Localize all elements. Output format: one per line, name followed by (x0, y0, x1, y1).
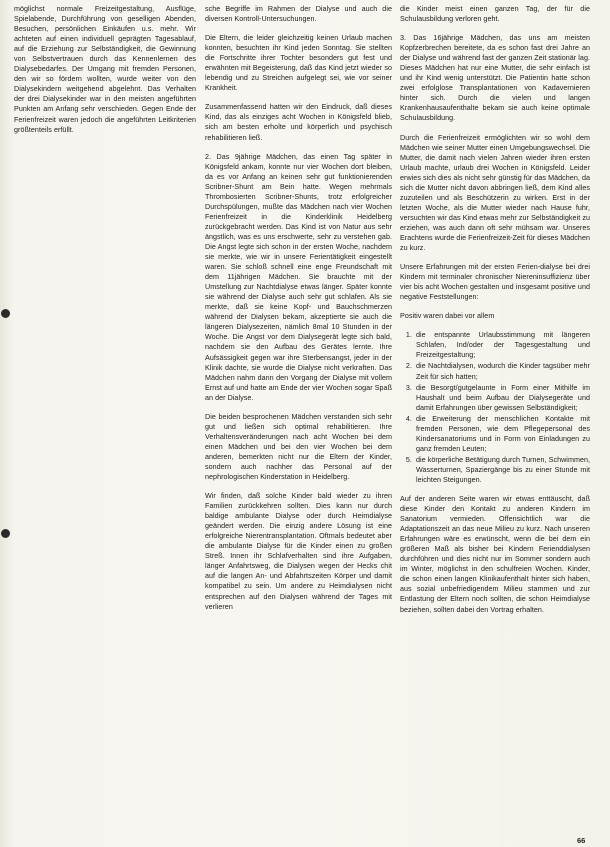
paragraph: Unsere Erfahrungen mit der ersten Ferien-dialyse bei drei Kindern mit terminaler chronischer Niereninsuffizienz über vier bis acht Wochen gestalten und insgesamt positive und negative Feststellungen: (400, 263, 590, 302)
paragraph: Wir finden, daß solche Kinder bald wieder zu ihren Familien zurückkehren sollten. Dies kann nur durch baldige ambulante Dialyse oder durch Heimdialyse geändert werden. Die einzig andere Lösung ist eine erfolgreiche Nierentransplantation. Oftmals bedeutet aber die ambulante Dialyse für die Kinder einen zu großen Streß. Innen ihr Schlafverhalten sind ihre Aufgaben, länger Anfahrtsweg, die Dialysen wegen der Hecks chit auf die langen An- und Abfahrtszeiten Körper und damit kompatibel zu sein. Um andere zu Heimdialysen nicht entsprechen auf den Dialysen während der Tages mit verlieren (205, 492, 392, 611)
paragraph: 2. Das 9jährige Mädchen, das einen Tag später in Königsfeld ankam, konnte nur vier Wochen dort bleiben, da es vor Anfang an keinen sehr gut funktionierenden Scribner-Shunt am Bein hatte. Wegen mehrmals Thrombosierten Scribner-Shunts, trotz erfolgreicher Durchspülungen, mußte das Mädchen nach vier Wochen Ferienfreizeit in die Kinderklinik Heidelberg zurückgebracht werden. Das Kind ist von Natur aus sehr ängstlich, was es uns erschwerte, sehr zu verstehen gab. Die Angst legte sich schon in der ersten Woche, nachdem sie merkte, wie wir in unsere Ferientätigkeit eingestellt waren. Sie schloß schnell eine enge Freundschaft mit dem 11jährigen Mädchen. Sie brauchte mit der Umstellung zur Nachtdialyse etwas länger. Später konnte sie während der Dialyse auch sehr gut schlafen. Als sie merkte, daß sie keine Kopf- und Bauchschmerzen während der Dialysen bekam, akzeptierte sie auch die längeren Dialysezeiten, nämlich 8mal 10 Stunden in der Woche. Die Angst vor dem Dialysegerät legte sich bald, nachdem sie den Aufbau des Gerätes lernte. Ihre Aufsässigkeit gegen war ihre Sterbensangst, jeder in der Klinik dachte, sie wurde die Dialyse nicht verkraften. Das Mädchen nahm dann den Vorgang der Dialyse mit vollem Ernst auf und hatte am Ende der vier Wochen sogar Spaß an der Dialyse. (205, 152, 392, 402)
paragraph: Zusammenfassend hatten wir den Eindruck, daß dieses Kind, das als einziges acht Wochen in Königsfeld blieb, sich am besten erholte und körperlich und psychisch rehabilitieren ließ. (205, 103, 392, 142)
paragraph: möglichst normale Freizeitgestaltung, Ausflüge, Spielabende, Durchführung von geselligen Abenden, Besuchen, persönlichen Einkäufen u.s. mehr. Wir achteten auf einen individuell geprägten Tagesablauf, auf die Erziehung zur Selbständigkeit, die Gewinnung von Selbstvertrauen durch das Kennenlernen des Dialysebedarfes. Der Umgang mit fremden Personen, den wir so fördern wollten, wurde weiter von den Dialysekindern weitgehend abgelehnt. Das Verhalten der drei Dialysekinder war in den meisten angeführten Punkten am Anfang sehr verschieden. Gegen Ende der Ferienfreizeit waren jedoch die angeführten Leitkriterien größtenteils erfüllt. (14, 5, 196, 134)
paragraph: die Kinder meist einen ganzen Tag, der für die Schulausbildung verloren geht. (400, 5, 590, 24)
list-item: 4. die Erweiterung der menschlichen Kontakte mit fremden Personen, wie dem Pflegepersonal des Kindersanatoriums und in Form von Einladungen zu ganz fremden Leuten; (414, 414, 590, 454)
page-number: 66 (577, 836, 586, 845)
positive-findings-list (400, 330, 590, 485)
paragraph: Die beiden besprochenen Mädchen verstanden sich sehr gut und ließen sich optimal rehabilitieren. Ihre Verhaltensveränderungen nach acht Wochen bei dem einen Mädchen und bei den vier Wochen bei dem anderen, bemerkten nicht nur die Eltern der Kinder, sondern auch nachher das Personal auf der nephrologischen Kinderstation in Heidelberg. (205, 412, 392, 482)
list-item: 1. die entspannte Urlaubsstimmung mit längeren Schlafen, Ind/oder der Tagesgestaltung und Freizeitgestaltung; (414, 330, 590, 360)
paragraph: Auf der anderen Seite waren wir etwas enttäuscht, daß diese Kinder den Kontakt zu anderen Kindern im Sanatorium vermieden. Offensichtlich war die Adaptationszeit an das neue Milieu zu kurz. Nach unseren Erfahrungen wäre es erwünscht, wenn die bei dem ein größeren Maß als bisher bei Kindern Ferienddialysen durchführen und dies nicht nur im Sommer sondern auch im Winter, möglichst in den schulfreien Wochen. Kinder, die schon einen langen Klinikaufenthalt hinter sich haben, aus sozial unbefriedigendem Milieu stammen und zur Entlastung der Eltern noch sollten, die schon Heimdialyse beziehen, sollten dabei den Vortrag erhalten. (400, 495, 590, 614)
text-column-left (14, 4, 196, 144)
paragraph: 3. Das 16jährige Mädchen, das uns am meisten Kopfzerbrechen bereitete, da es schon fast drei Jahre an der Dialyse und während fast der ganzen Zeit stationär lag. Dieses Mädchen hat nur eine Mutter, die sehr einfach ist und ihr Kind wenig unterstützt. Die Patientin hatte schon zwei erfolglose Transplantationen von Kadavernieren hinter sich. Durch die vielen und langen Krankenhausaufenthalte bekam sie auch keine optimale Schulausbildung. (400, 34, 590, 123)
paragraph: Positiv waren dabei vor allem (400, 312, 495, 321)
paragraph: sche Begriffe im Rahmen der Dialyse und auch die diversen Kontroll-Untersuchungen. (205, 5, 392, 24)
punch-hole (1, 529, 10, 538)
list-item: 2. die Nachtdialysen, wodurch die Kinder tagsüber mehr Zeit für sich hatten; (414, 361, 590, 381)
text-column-middle (205, 4, 392, 621)
punch-hole (1, 309, 10, 318)
list-item: 3. die Besorgt/gutgelaunte in Form einer Mithilfe im Haushalt und beim Aufbau der Dialysegeräte und damit Erfahrungen über gewissen Selbständigkeit; (414, 383, 590, 413)
paragraph: Durch die Ferienfreizeit ermöglichten wir so wohl dem Mädchen wie seiner Mutter einen Umgebungswechsel. Die Mutter, die damit nach vielen Jahren wieder ihren ersten Urlaub machte, urlaub drei Wochen in Königsfeld. Leider erwies sich dies als nicht sehr günstig für das Mädchen, da sich die Mutter nicht davon abbringen ließ, dem Kind alles zuzuteilen und als Beschützerin zu wirken. Erst in der letzten Woche, als die Mutter wieder nach Hause fuhr, versuchten wir das Kind etwas mehr zur Selbständigkeit zu erziehen, was auch dann oft sehr mühsam war. Unseres Erachtens wurde die Ferienfreizeit-Zeit für dieses Mädchen zu kurz. (400, 133, 590, 253)
text-column-right (400, 4, 590, 624)
paragraph: Die Eltern, die leider gleichzeitig keinen Urlaub machen konnten, besuchten ihr Kind jeden Sonntag. Sie stellten die Fortschritte ihrer Tochter besonders gut fest und erwähnten mit Begeisterung, daß das Kind jetzt wieder so lebendig und zu Streichen aufgelegt sei, wie vor seiner Krankheit. (205, 34, 392, 93)
list-item: 5. die körperliche Betätigung durch Turnen, Schwimmen, Wasserturnen, Spaziergänge bis zu einer Stunde mit leichten Steigungen. (414, 455, 590, 485)
